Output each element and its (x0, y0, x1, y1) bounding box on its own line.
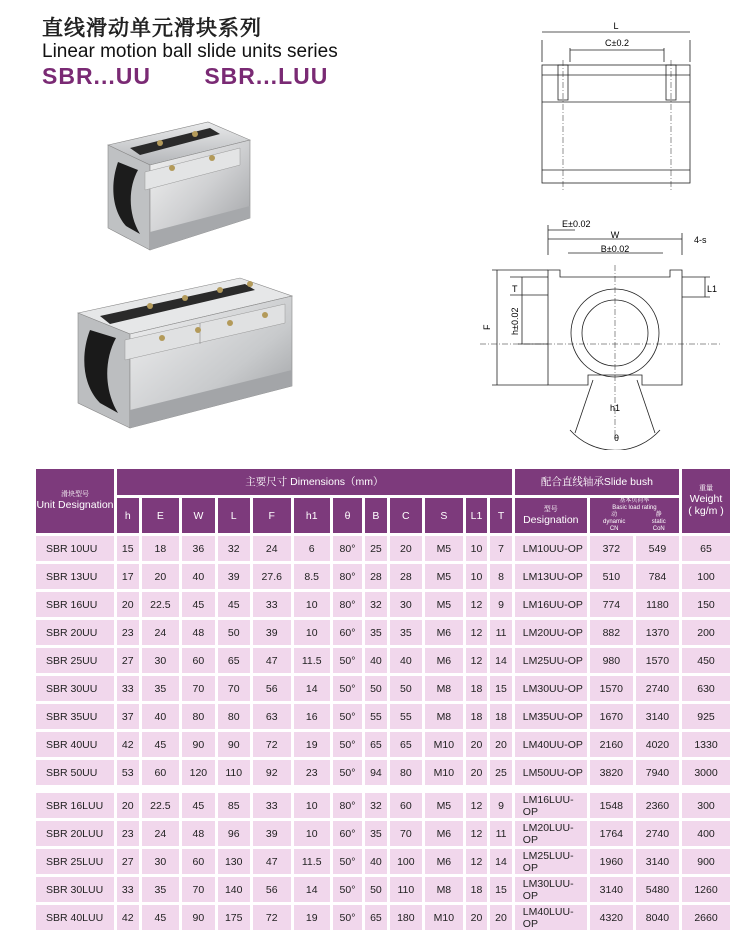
table-cell: LM40LUU-OP (515, 905, 587, 930)
table-cell: SBR 40LUU (36, 905, 114, 930)
header-slide-bush: 配合直线轴承Slide bush (515, 469, 679, 495)
table-cell: 35 (365, 821, 387, 846)
table-cell: 24 (142, 620, 180, 645)
table-cell: 40 (390, 648, 422, 673)
table-row (36, 564, 730, 589)
table-cell: 50° (333, 704, 362, 729)
table-cell: 18 (466, 877, 488, 902)
table-cell: 50 (365, 676, 387, 701)
table-cell: 30 (390, 592, 422, 617)
table-cell: 1180 (636, 592, 679, 617)
table-cell: LM16UU-OP (515, 592, 587, 617)
table-cell: 28 (365, 564, 387, 589)
table-cell: 7 (490, 536, 512, 561)
table-cell: SBR 20UU (36, 620, 114, 645)
table-cell: 37 (117, 704, 139, 729)
table-cell: 630 (682, 676, 730, 701)
table-cell: 20 (466, 760, 488, 785)
table-cell: 774 (590, 592, 633, 617)
header-dim-0: h (117, 498, 139, 533)
table-cell: M6 (425, 849, 463, 874)
header-dim-6: θ (333, 498, 362, 533)
header-load-rating: 基本负荷率 Basic load rating 动 dynamic CN 静 static CoN (590, 498, 679, 533)
table-cell: 27 (117, 648, 139, 673)
table-cell: 18 (142, 536, 180, 561)
table-cell: 2360 (636, 793, 679, 818)
table-row (36, 821, 730, 846)
table-cell: 80 (390, 760, 422, 785)
table-cell: SBR 35UU (36, 704, 114, 729)
table-cell: 47 (253, 849, 291, 874)
table-cell: LM10UU-OP (515, 536, 587, 561)
table-cell: 15 (490, 676, 512, 701)
table-cell: 8 (490, 564, 512, 589)
table-row (36, 536, 730, 561)
table-cell: 85 (218, 793, 250, 818)
table-cell: 25 (365, 536, 387, 561)
table-cell: 1548 (590, 793, 633, 818)
table-cell: 24 (253, 536, 291, 561)
label-w: W (610, 230, 620, 240)
table-cell: 12 (466, 849, 488, 874)
table-cell: 450 (682, 648, 730, 673)
table-cell: 42 (117, 905, 139, 930)
table-cell: 90 (218, 732, 250, 757)
table-cell: 14 (490, 849, 512, 874)
table-cell: M5 (425, 793, 463, 818)
table-cell: 1764 (590, 821, 633, 846)
header-dim-3: L (218, 498, 250, 533)
label-l1: L1 (707, 284, 718, 294)
table-cell: SBR 30LUU (36, 877, 114, 902)
photo-sbr-luu (70, 268, 300, 438)
table-cell: 4020 (636, 732, 679, 757)
table-row (36, 760, 730, 785)
table-cell: 784 (636, 564, 679, 589)
table-cell: 70 (218, 676, 250, 701)
table-cell: 20 (490, 905, 512, 930)
table-cell: 35 (142, 877, 180, 902)
header-dimensions: 主要尺寸 Dimensions（mm） (117, 469, 512, 495)
table-cell: 80° (333, 564, 362, 589)
table-cell: 20 (390, 536, 422, 561)
table-cell: M5 (425, 536, 463, 561)
table-cell: 27 (117, 849, 139, 874)
table-cell: 1570 (590, 676, 633, 701)
table-cell: 17 (117, 564, 139, 589)
table-row (36, 849, 730, 874)
table-cell: 12 (466, 648, 488, 673)
label-h: h±0.02 (510, 307, 520, 335)
table-cell: 33 (253, 793, 291, 818)
table-cell: 45 (142, 732, 180, 757)
header-dim-9: S (425, 498, 463, 533)
table-cell: 300 (682, 793, 730, 818)
header-dim-2: W (182, 498, 214, 533)
table-cell: 12 (466, 620, 488, 645)
table-cell: 23 (117, 620, 139, 645)
table-cell: 50° (333, 648, 362, 673)
table-cell: 35 (390, 620, 422, 645)
header-dim-11: T (490, 498, 512, 533)
table-cell: 3140 (590, 877, 633, 902)
table-cell: 1260 (682, 877, 730, 902)
table-cell: LM20UU-OP (515, 620, 587, 645)
table-cell: 100 (390, 849, 422, 874)
table-cell: 1960 (590, 849, 633, 874)
table-cell: LM20LUU-OP (515, 821, 587, 846)
table-cell: 30 (142, 849, 180, 874)
table-cell: 9 (490, 592, 512, 617)
table-cell: 47 (253, 648, 291, 673)
table-cell: 900 (682, 849, 730, 874)
header-weight: 重量 Weight ( kg/m ) (682, 469, 730, 533)
table-cell: 65 (682, 536, 730, 561)
table-row (36, 592, 730, 617)
label-s: 4-s (694, 235, 707, 245)
table-cell: 40 (142, 704, 180, 729)
table-gap (36, 788, 730, 790)
table-cell: 39 (218, 564, 250, 589)
table-cell: LM35UU-OP (515, 704, 587, 729)
drawing-side-view (520, 10, 730, 200)
table-cell: 80° (333, 793, 362, 818)
table-cell: 3000 (682, 760, 730, 785)
header-dim-8: C (390, 498, 422, 533)
table-cell: SBR 10UU (36, 536, 114, 561)
table-row (36, 905, 730, 930)
table-cell: SBR 40UU (36, 732, 114, 757)
table-cell: 20 (117, 793, 139, 818)
table-cell: 22.5 (142, 793, 180, 818)
model-sbr-uu: SBR...UU (42, 63, 151, 89)
table-cell: 56 (253, 676, 291, 701)
table-cell: 50° (333, 760, 362, 785)
table-cell: M5 (425, 564, 463, 589)
table-cell: 14 (490, 648, 512, 673)
table-cell: SBR 25UU (36, 648, 114, 673)
table-cell: 80° (333, 592, 362, 617)
table-cell: 1670 (590, 704, 633, 729)
table-cell: SBR 30UU (36, 676, 114, 701)
table-cell: 60 (390, 793, 422, 818)
table-cell: 20 (466, 732, 488, 757)
header-dim-1: E (142, 498, 180, 533)
table-cell: SBR 25LUU (36, 849, 114, 874)
table-cell: 10 (294, 592, 330, 617)
header-dim-4: F (253, 498, 291, 533)
table-cell: 12 (466, 793, 488, 818)
table-cell: 92 (253, 760, 291, 785)
table-cell: 120 (182, 760, 214, 785)
table-cell: 2660 (682, 905, 730, 930)
drawing-front-view (450, 215, 735, 450)
table-cell: 549 (636, 536, 679, 561)
table-cell: LM30LUU-OP (515, 877, 587, 902)
spec-table (33, 466, 733, 933)
table-row (36, 620, 730, 645)
table-cell: 65 (218, 648, 250, 673)
table-row (36, 732, 730, 757)
table-cell: 28 (390, 564, 422, 589)
table-cell: 10 (294, 620, 330, 645)
table-cell: 90 (182, 905, 214, 930)
table-cell: 50° (333, 849, 362, 874)
table-cell: 20 (490, 732, 512, 757)
table-cell: 175 (218, 905, 250, 930)
table-cell: 39 (253, 620, 291, 645)
table-cell: 400 (682, 821, 730, 846)
table-cell: 45 (142, 905, 180, 930)
table-cell: LM30UU-OP (515, 676, 587, 701)
table-cell: 72 (253, 732, 291, 757)
table-cell: 180 (390, 905, 422, 930)
table-cell: 372 (590, 536, 633, 561)
table-cell: 50° (333, 676, 362, 701)
label-e: E±0.02 (562, 219, 591, 229)
table-cell: 40 (365, 648, 387, 673)
table-cell: 16 (294, 704, 330, 729)
table-cell: M8 (425, 877, 463, 902)
label-f: F (482, 324, 492, 330)
table-cell: 33 (117, 877, 139, 902)
label-c: C±0.2 (605, 38, 629, 48)
table-cell: 30 (142, 648, 180, 673)
table-cell: SBR 20LUU (36, 821, 114, 846)
table-cell: 8.5 (294, 564, 330, 589)
table-cell: LM16LUU-OP (515, 793, 587, 818)
table-row (36, 676, 730, 701)
table-cell: 32 (365, 592, 387, 617)
table-cell: 4320 (590, 905, 633, 930)
label-t: T (512, 284, 518, 294)
table-cell: M6 (425, 620, 463, 645)
table-cell: 60 (182, 849, 214, 874)
table-cell: 32 (365, 793, 387, 818)
table-cell: LM40UU-OP (515, 732, 587, 757)
table-cell: 35 (365, 620, 387, 645)
table-cell: 10 (294, 821, 330, 846)
table-cell: 150 (682, 592, 730, 617)
table-cell: M6 (425, 648, 463, 673)
table-cell: 50 (390, 676, 422, 701)
table-row (36, 877, 730, 902)
table-cell: LM25UU-OP (515, 648, 587, 673)
table-cell: 1330 (682, 732, 730, 757)
header-unit: 滑块型号 Unit Designation (36, 469, 114, 533)
table-cell: 70 (182, 877, 214, 902)
table-cell: 11 (490, 821, 512, 846)
table-cell: 100 (682, 564, 730, 589)
table-cell: 40 (365, 849, 387, 874)
title-chinese: 直线滑动单元滑块系列 (42, 16, 262, 40)
table-cell: 1570 (636, 648, 679, 673)
label-h1: h1 (610, 403, 621, 413)
table-cell: 20 (466, 905, 488, 930)
table-cell: 50° (333, 877, 362, 902)
table-cell: 10 (294, 793, 330, 818)
table-cell: 3140 (636, 849, 679, 874)
table-cell: 40 (182, 564, 214, 589)
table-row (36, 648, 730, 673)
table-cell: 5480 (636, 877, 679, 902)
table-cell: 48 (182, 821, 214, 846)
table-cell: 10 (466, 536, 488, 561)
table-cell: 39 (253, 821, 291, 846)
table-cell: LM50UU-OP (515, 760, 587, 785)
table-cell: 15 (490, 877, 512, 902)
table-cell: 65 (365, 732, 387, 757)
table-cell: 7940 (636, 760, 679, 785)
model-series (42, 63, 374, 90)
table-cell: 80 (218, 704, 250, 729)
table-cell: 2740 (636, 676, 679, 701)
table-row (36, 704, 730, 729)
table-cell: 20 (142, 564, 180, 589)
table-cell: 36 (182, 536, 214, 561)
header-dim-10: L1 (466, 498, 488, 533)
table-cell: M10 (425, 732, 463, 757)
table-cell: 23 (294, 760, 330, 785)
table-cell: 19 (294, 732, 330, 757)
table-cell: 24 (142, 821, 180, 846)
table-cell: 110 (390, 877, 422, 902)
table-cell: 50 (365, 877, 387, 902)
table-cell: 18 (466, 704, 488, 729)
header-bush-designation: 型号 Designation (515, 498, 587, 533)
table-cell: 25 (490, 760, 512, 785)
table-cell: 60 (142, 760, 180, 785)
table-cell: 96 (218, 821, 250, 846)
table-cell: 48 (182, 620, 214, 645)
table-cell: 130 (218, 849, 250, 874)
header-dim-5: h1 (294, 498, 330, 533)
table-cell: M8 (425, 676, 463, 701)
table-cell: 20 (117, 592, 139, 617)
table-cell: 45 (182, 793, 214, 818)
table-cell: 9 (490, 793, 512, 818)
table-cell: 42 (117, 732, 139, 757)
table-cell: M8 (425, 704, 463, 729)
label-l: L (613, 21, 619, 31)
photo-sbr-uu (100, 110, 270, 260)
table-cell: 50° (333, 905, 362, 930)
table-cell: 2740 (636, 821, 679, 846)
table-cell: M10 (425, 905, 463, 930)
table-cell: M5 (425, 592, 463, 617)
table-cell: 14 (294, 877, 330, 902)
table-cell: 11 (490, 620, 512, 645)
table-cell: 70 (390, 821, 422, 846)
table-cell: 55 (365, 704, 387, 729)
table-cell: SBR 16LUU (36, 793, 114, 818)
table-cell: 925 (682, 704, 730, 729)
table-cell: 980 (590, 648, 633, 673)
table-cell: 19 (294, 905, 330, 930)
table-cell: 6 (294, 536, 330, 561)
table-cell: 80° (333, 536, 362, 561)
table-row (36, 793, 730, 818)
table-cell: 70 (182, 676, 214, 701)
table-cell: 50 (218, 620, 250, 645)
table-cell: 72 (253, 905, 291, 930)
table-cell: M6 (425, 821, 463, 846)
table-cell: 18 (490, 704, 512, 729)
table-cell: 60° (333, 620, 362, 645)
table-cell: 10 (466, 564, 488, 589)
table-cell: 15 (117, 536, 139, 561)
table-cell: 510 (590, 564, 633, 589)
table-cell: 53 (117, 760, 139, 785)
table-cell: 33 (253, 592, 291, 617)
label-theta: θ (614, 433, 620, 443)
table-cell: 882 (590, 620, 633, 645)
table-cell: 80 (182, 704, 214, 729)
table-cell: SBR 16UU (36, 592, 114, 617)
table-cell: 8040 (636, 905, 679, 930)
table-cell: 1370 (636, 620, 679, 645)
table-cell: 27.6 (253, 564, 291, 589)
table-cell: 110 (218, 760, 250, 785)
table-cell: 200 (682, 620, 730, 645)
table-cell: 32 (218, 536, 250, 561)
table-cell: 55 (390, 704, 422, 729)
table-cell: 22.5 (142, 592, 180, 617)
table-cell: SBR 13UU (36, 564, 114, 589)
table-cell: 23 (117, 821, 139, 846)
model-sbr-luu: SBR...LUU (204, 63, 329, 89)
table-cell: M10 (425, 760, 463, 785)
table-cell: LM13UU-OP (515, 564, 587, 589)
table-cell: 3820 (590, 760, 633, 785)
table-cell: 94 (365, 760, 387, 785)
table-cell: 18 (466, 676, 488, 701)
table-cell: 45 (182, 592, 214, 617)
table-cell: 60° (333, 821, 362, 846)
table-cell: 45 (218, 592, 250, 617)
table-cell: 12 (466, 821, 488, 846)
header-dim-7: B (365, 498, 387, 533)
table-cell: 11.5 (294, 849, 330, 874)
table-cell: 50° (333, 732, 362, 757)
table-cell: 90 (182, 732, 214, 757)
table-cell: 63 (253, 704, 291, 729)
table-cell: 2160 (590, 732, 633, 757)
table-cell: SBR 50UU (36, 760, 114, 785)
table-cell: 11.5 (294, 648, 330, 673)
label-b: B±0.02 (600, 244, 630, 254)
table-cell: 35 (142, 676, 180, 701)
table-cell: 14 (294, 676, 330, 701)
title-english: Linear motion ball slide units series (42, 41, 338, 62)
table-cell: 65 (365, 905, 387, 930)
table-cell: LM25LUU-OP (515, 849, 587, 874)
table-cell: 60 (182, 648, 214, 673)
table-cell: 65 (390, 732, 422, 757)
table-cell: 33 (117, 676, 139, 701)
table-cell: 56 (253, 877, 291, 902)
table-cell: 3140 (636, 704, 679, 729)
table-cell: 140 (218, 877, 250, 902)
table-cell: 12 (466, 592, 488, 617)
